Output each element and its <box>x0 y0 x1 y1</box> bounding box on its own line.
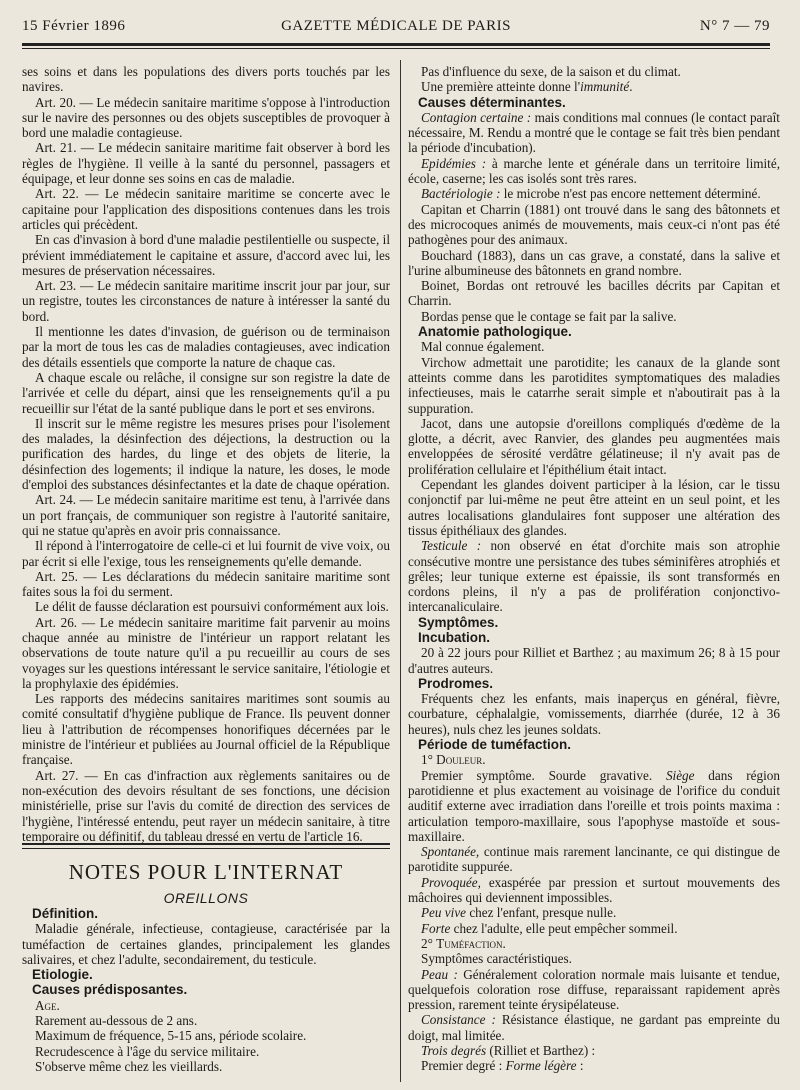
paragraph <box>408 844 780 875</box>
text: continue mais rarement lancinante, ce qui distingue de parotidite suppurée. <box>408 844 780 875</box>
paragraph <box>408 79 780 94</box>
text: Premier degré : <box>421 1058 506 1074</box>
paragraph: Il mentionne les dates d'invasion, de guérison ou de terminaison par la mort de tous les cas de maladies contagieuses, avec indication des détails essentiels que comporte la nature de chaque cas. <box>22 324 390 370</box>
heading-etiologie: Etiologie. <box>32 967 93 983</box>
article-25: Art. 25. — Les déclarations du médecin sanitaire maritime sont faites sous la foi du serment. <box>22 568 390 600</box>
emphasis: Peau : <box>421 966 458 982</box>
left-column-notes <box>22 906 390 1074</box>
text: chez l'adulte, elle peut empêcher sommeil. <box>450 920 678 936</box>
section-rule-bottom <box>22 848 390 849</box>
paragraph <box>408 921 780 936</box>
paragraph: Virchow admettait une parotidite; les canaux de la glande sont atteints comme dans les parotidites symptomatiques des maladies infectieuses, mais le catarrhe serait simple et n'aboutirait pas à la suppuration. <box>408 354 780 416</box>
emphasis: Testicule : <box>421 538 482 554</box>
section-rule-top <box>22 843 390 845</box>
emphasis: Spontanée, <box>421 844 480 860</box>
paragraph: Il répond à l'interrogatoire de celle-ci et lui fournit de vive voix, ou par écrit si elle l'exige, tous les renseignements qu'elle demande. <box>22 538 390 569</box>
paragraph: Symptômes caractéristiques. <box>421 951 572 967</box>
article-21: Art. 21. — Le médecin sanitaire maritime fait observer à bord les règles de l'hygiène. Il veille à la santé du personnel, passagers et équipage, et leur donne ses soins en cas de maladie. <box>22 140 390 187</box>
emphasis: Consistance : <box>421 1012 496 1028</box>
paragraph <box>408 967 780 1013</box>
text: 2° <box>421 935 437 951</box>
text: Résistance élastique, ne gardant pas empreinte du doigt, mal limitée. <box>408 1012 780 1043</box>
text: Douleur. <box>436 752 486 768</box>
text: 1° <box>421 752 437 768</box>
emphasis: Trois degrés <box>421 1043 487 1058</box>
paragraph <box>408 156 780 187</box>
heading-causes-determinantes: Causes déterminantes. <box>418 94 566 110</box>
text: Une première atteinte donne l' <box>421 79 581 95</box>
list-item: S'observe même chez les vieillards. <box>35 1058 223 1074</box>
paragraph <box>408 905 780 920</box>
text: mais conditions mal connues (le contact paraît nécessaire, M. Rendu a montré que le contage se fait très bien pendant la période d'incubation). <box>408 109 780 156</box>
list-item: Rarement au-dessous de 2 ans. <box>35 1013 198 1029</box>
text: (Rilliet et Barthez) : <box>486 1043 596 1058</box>
heading-definition: Définition. <box>32 906 98 921</box>
paragraph: ses soins et dans les populations des divers ports touchés par les navires. <box>22 64 390 95</box>
text: exaspérée par pression et surtout mouvements des mâchoires qui deviennent impossibles. <box>408 874 780 906</box>
header-date: 15 Février 1896 <box>22 18 126 34</box>
paragraph: Bordas pense que le contage se fait par la salive. <box>421 308 677 324</box>
header-journal-title: GAZETTE MÉDICALE DE PARIS <box>281 18 511 34</box>
paragraph: Capitan et Charrin (1881) ont trouvé dans le sang des bâtonnets et des microcoques animés de mouvements, mais ceux-ci n'ont pas été pathogènes pour des animaux. <box>408 201 780 248</box>
page-header <box>22 18 770 40</box>
right-column <box>408 64 780 1074</box>
paragraph: Mal connue également. <box>421 339 545 355</box>
section-title: NOTES POUR L'INTERNAT <box>68 860 344 884</box>
text: le microbe n'est pas encore nettement déterminé. <box>500 186 761 202</box>
paragraph <box>408 538 780 614</box>
paragraph: Il inscrit sur le même registre les mesures prises pour l'isolement des malades, la désinfection des déjections, la destruction ou la purification des hardes, du linge et des objets de literie, la désinfection des logements; il indique la nature, les doses, le mode d'emploi des substances désinfectantes et la date de chaque opération. <box>22 415 390 493</box>
header-rule-thick <box>22 43 770 46</box>
paragraph <box>408 1058 780 1073</box>
section-subtitle: OREILLONS <box>163 890 249 906</box>
text: : <box>576 1058 584 1074</box>
subheading-douleur <box>408 752 780 767</box>
age-label: Age. <box>35 997 60 1013</box>
subheading-tumefaction <box>408 936 780 951</box>
article-26: Art. 26. — Le médecin sanitaire maritime fait parvenir au moins chaque année au ministre de l'intérieur un rapport relatant les observations de toute nature qu'il a pu recueillir au cours de ses voyages sur les questions intéressant le service sanitaire, l'étiologie et la prophylaxie des épidémies. <box>22 614 390 691</box>
paragraph: Pas d'influence du sexe, de la saison et du climat. <box>421 64 681 79</box>
emphasis: Contagion certaine : <box>421 109 532 125</box>
text: Tuméfaction. <box>436 935 506 951</box>
header-rule-thin <box>22 48 770 49</box>
emphasis: Epidémies : <box>421 155 487 171</box>
column-divider <box>400 60 401 1082</box>
paragraph <box>408 768 780 844</box>
article-27: Art. 27. — En cas d'infraction aux règlements sanitaires ou de non-exécution des devoirs résultant de ses fonctions, une décision ministérielle, prise sur l'avis du comité de direction des services de l'hygiène, l'intéressé entendu, peut rayer un médecin sanitaire, à titre temporaire ou définitif, du tableau dressé en vertu de l'article 16. <box>22 767 390 844</box>
paragraph <box>408 186 780 201</box>
paragraph <box>408 110 780 156</box>
heading-anatomie-pathologique: Anatomie pathologique. <box>418 324 572 340</box>
article-23: Art. 23. — Le médecin sanitaire maritime inscrit jour par jour, sur un registre, toutes les circonstances de nature à intéresser la santé du bord. <box>22 278 390 324</box>
paragraph: Jacot, dans une autopsie d'oreillons compliqués d'œdème de la glotte, a décrit, avec Ranvier, des glandes peu augmentées mais enveloppées de sérosité verdâtre gélatineuse; il n'y avait pas de prolifération cellulaire et l'épithélium était intact. <box>408 415 780 477</box>
text: non observé en état d'orchite mais son atrophie consécutive montre une persistance des tubes séminifères atrophiés et grêles; leur tunique externe est épaissie, ils sont transformés en cordons pleins, il n'y a pas de prolifération conjonctivo-intercanaliculaire. <box>408 538 780 615</box>
text: . <box>629 79 633 95</box>
emphasis: immunité <box>580 79 630 95</box>
paragraph: Cependant les glandes doivent participer à la lésion, car le tissu conjonctif par lui-même ne peut être atteint en un seul point, et les autres localisations glandulaires font supposer une altération des tissus épithéliaux des glandes. <box>408 477 780 538</box>
paragraph: Bouchard (1883), dans un cas grave, a constaté, dans la salive et l'urine albumineuse des bâtonnets en grand nombre. <box>408 247 780 278</box>
heading-incubation: Incubation. <box>418 629 490 645</box>
emphasis: Bactériologie : <box>421 186 501 202</box>
list-item: Maximum de fréquence, 5-15 ans, période scolaire. <box>35 1028 307 1044</box>
emphasis: Forme légère <box>505 1058 577 1074</box>
definition-text: Maladie générale, infectieuse, contagieuse, caractérisée par la tuméfaction de certaines glandes, principalement les glandes salivaires, et chez l'adulte, secondairement, du testicule. <box>22 921 390 967</box>
emphasis: Forte <box>421 920 451 936</box>
paragraph: A chaque escale ou relâche, il consigne sur son registre la date de l'arrivée et celle du départ, ainsi que les renseignements qu'il a pu recueillir sur l'état de la santé publique dans le port et ses environs. <box>22 369 390 416</box>
text: dans région parotidienne et plus exactement au voisinage de l'orifice du conduit auditif externe avec irradiation dans l'oreille et trois points maxima : articulation temporo-maxillaire, sous l'apophyse mastoïde et sous-maxillaire. <box>408 767 780 844</box>
heading-periode-tumefaction: Période de tuméfaction. <box>418 737 572 753</box>
article-24: Art. 24. — Le médecin sanitaire maritime est tenu, à l'arrivée dans un port français, de communiquer son registre à l'autorité sanitaire, qui ne statue qu'après en avoir pris connaissance. <box>22 492 390 538</box>
heading-symptomes: Symptômes. <box>418 614 499 630</box>
paragraph: Le délit de fausse déclaration est poursuivi conformément aux lois. <box>35 599 389 615</box>
article-22: Art. 22. — Le médecin sanitaire maritime se concerte avec le capitaine pour l'application des dispositions contenues dans les trois articles qui précèdent. <box>22 186 390 232</box>
paragraph: Les rapports des médecins sanitaires maritimes sont soumis au comité consultatif d'hygiène publique de France. Ils peuvent donner lieu à l'attribution de récompenses honorifiques décernées par le ministre de l'intérieur et publiées au Journal officiel de la République française. <box>22 691 390 768</box>
emphasis: Peu vive <box>421 905 467 921</box>
text: chez l'enfant, presque nulle. <box>466 905 617 921</box>
paragraph: Boinet, Bordas ont retrouvé les bacilles décrits par Capitan et Charrin. <box>408 278 780 309</box>
paragraph: Fréquents chez les enfants, mais inaperçus en général, fièvre, courbature, céphalalgie, vomissements, diarrhée (durée, 12 à 36 heures), nuls chez les jeunes soldats. <box>408 691 780 737</box>
paragraph: En cas d'invasion à bord d'une maladie pestilentielle ou suspecte, il prévient immédiatement le capitaine et assure, d'accord avec lui, les mesures de préservation nécessaires. <box>22 232 390 278</box>
heading-causes-predisposantes: Causes prédisposantes. <box>32 982 188 998</box>
paragraph: 20 à 22 jours pour Rilliet et Barthez ; au maximum 26; 8 à 15 pour d'autres auteurs. <box>408 645 780 676</box>
text: Premier symptôme. Sourde gravative. <box>421 767 666 783</box>
header-page-number: N° 7 — 79 <box>699 18 770 34</box>
text: Généralement coloration normale mais luisante et tendue, quelquefois coloration rose diffuse, reparaissant rapidement après pression, rarement teinte érysipélateuse. <box>408 966 780 1013</box>
heading-prodromes: Prodromes. <box>418 675 494 691</box>
list-item: Recrudescence à l'âge du service militaire. <box>35 1043 260 1059</box>
text: à marche lente et générale dans un territoire limité, école, caserne; les cas isolés sont très rares. <box>408 155 780 187</box>
emphasis: Provoquée, <box>421 874 481 890</box>
paragraph <box>408 1012 780 1043</box>
left-column-articles <box>22 64 390 844</box>
emphasis: Siège <box>665 767 695 783</box>
paragraph <box>408 1043 780 1058</box>
article-20: Art. 20. — Le médecin sanitaire maritime s'oppose à l'introduction sur le navire des personnes ou des objets susceptibles de provoquer à bord une maladie contagieuse. <box>22 94 390 141</box>
paragraph <box>408 875 780 906</box>
